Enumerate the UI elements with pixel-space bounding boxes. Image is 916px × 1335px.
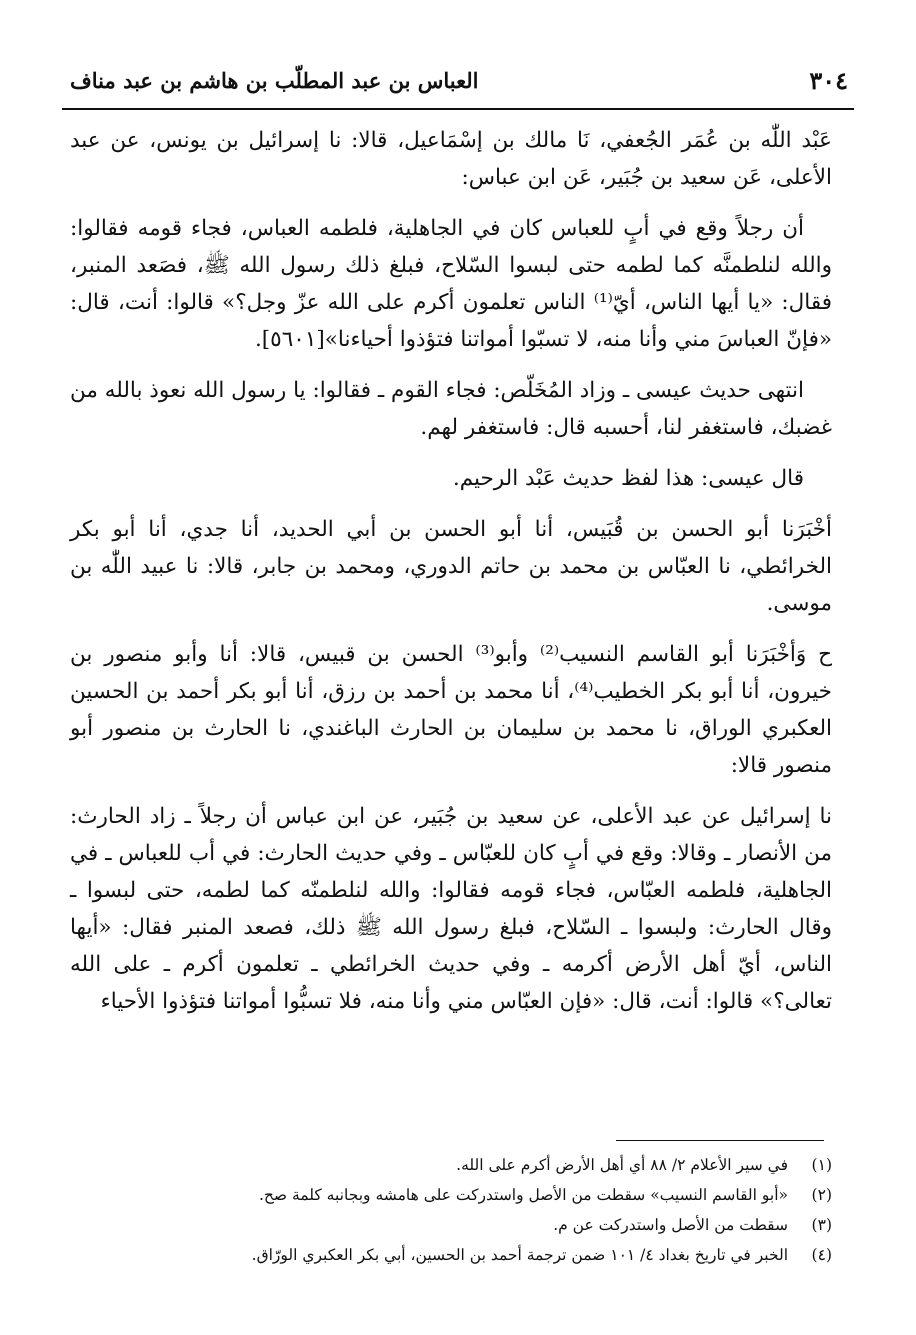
footnote-number: (٤) xyxy=(811,1246,832,1264)
main-text xyxy=(70,122,832,1020)
footnote-divider xyxy=(616,1140,824,1141)
paragraph-hadith-1: أن رجلاً وقع في أبٍ للعباس كان في الجاهلية، فلطمه العباس، فجاء قومه فقالوا: والله لنلطمنَّه كما لطمه حتى لبسوا السّلاح، فبلغ ذلك رسول الله ﷺ، فصَعد المنبر، فقال: «يا أيها الناس، أيّ⁽¹⁾ الناس تعلمون أكرم على الله عزّ وجل؟» قالوا: أنت، قال: «فإنّ العباسَ مني وأنا منه، لا تسبّوا أمواتنا فتؤذوا أحياءنا»[٥٦٠١]. xyxy=(70,216,833,352)
footnote-item xyxy=(70,1180,832,1210)
paragraph-note: قال عيسى: هذا لفظ حديث عَبْد الرحيم. xyxy=(452,466,804,491)
footnote-number: (٣) xyxy=(811,1216,832,1234)
footnote-item xyxy=(70,1240,832,1270)
footnote-text: «أبو القاسم النسيب» سقطت من الأصل واستدركت على هامشه وبجانبه كلمة صح. xyxy=(258,1186,788,1204)
page-header xyxy=(62,62,854,110)
paragraph-isnad-3: ح وَأخْبَرَنا أبو القاسم النسيب⁽²⁾ وأبو⁽³⁾ الحسن بن قبيس، قالا: أنا وأبو منصور بن خيرون، أنا أبو بكر الخطيب⁽⁴⁾، أنا محمد بن أحمد بن رزق، أنا أبو بكر أحمد بن الحسين العكبري الوراق، نا محمد بن سليمان بن الحارث الباغندي، نا الحارث بن منصور أبو منصور قالا: xyxy=(70,642,832,778)
footnote-item xyxy=(70,1150,832,1180)
page-number: ٣٠٤ xyxy=(809,66,848,95)
running-title: العباس بن عبد المطلّب بن هاشم بن عبد مناف xyxy=(70,68,479,93)
footnote-number: (١) xyxy=(811,1156,832,1174)
footnote-text: الخبر في تاريخ بغداد ٤/ ١٠١ ضمن ترجمة أحمد بن الحسين، أبي بكر العكبري الورّاق. xyxy=(251,1246,788,1264)
footnotes xyxy=(70,1150,832,1270)
paragraph-addition: انتهى حديث عيسى ـ وزاد المُخَلّص: فجاء القوم ـ فقالوا: يا رسول الله نعوذ بالله من غضبك، فاستغفر لنا، أحسبه قال: فاستغفر لهم. xyxy=(69,378,832,440)
footnote-number: (٢) xyxy=(811,1186,832,1204)
paragraph-isnad-1: عَبْد اللّٰه بن عُمَر الجُعفي، نَا مالك بن إسْمَاعيل، قالا: نا إسرائيل بن يونس، عن عبد الأعلى، عَن سعيد بن جُبَير، عَن ابن عباس: xyxy=(70,128,832,190)
footnote-text: في سير الأعلام ٢/ ٨٨ أي أهل الأرض أكرم على الله. xyxy=(456,1156,788,1174)
paragraph-isnad-2: أخْبَرَنا أبو الحسن بن قُبَيس، أنا أبو الحسن بن أبي الحديد، أنا جدي، أنا أبو بكر الخرائطي، نا العبّاس بن محمد بن حاتم الدوري، ومحمد بن جابر، قالا: نا عبيد اللّٰه بن موسى. xyxy=(70,517,832,616)
footnote-text: سقطت من الأصل واستدركت عن م. xyxy=(553,1216,788,1234)
footnote-item xyxy=(70,1210,832,1240)
paragraph-hadith-2: نا إسرائيل عن عبد الأعلى، عن سعيد بن جُبَير، عن ابن عباس أن رجلاً ـ زاد الحارث: من الأنصار ـ وقالا: وقع في أبٍ كان للعبّاس ـ وفي حديث الحارث: في أب للعباس ـ في الجاهلية، فلطمه العبّاس، فجاء قومه فقالوا: والله لنلطمنّه كما لطمه، حتى لبسوا ـ وقال الحارث: ولبسوا ـ السّلاح، فبلغ رسول الله ﷺ ذلك، فصعد المنبر فقال: «أيها الناس، أيّ أهل الأرض أكرمه ـ وفي حديث الخرائطي ـ تعلمون أكرم ـ على الله تعالى؟» قالوا: أنت، قال: «فإن العبّاس مني وأنا منه، فلا تسبُّوا أمواتنا فتؤذوا الأحياء xyxy=(70,804,832,1014)
